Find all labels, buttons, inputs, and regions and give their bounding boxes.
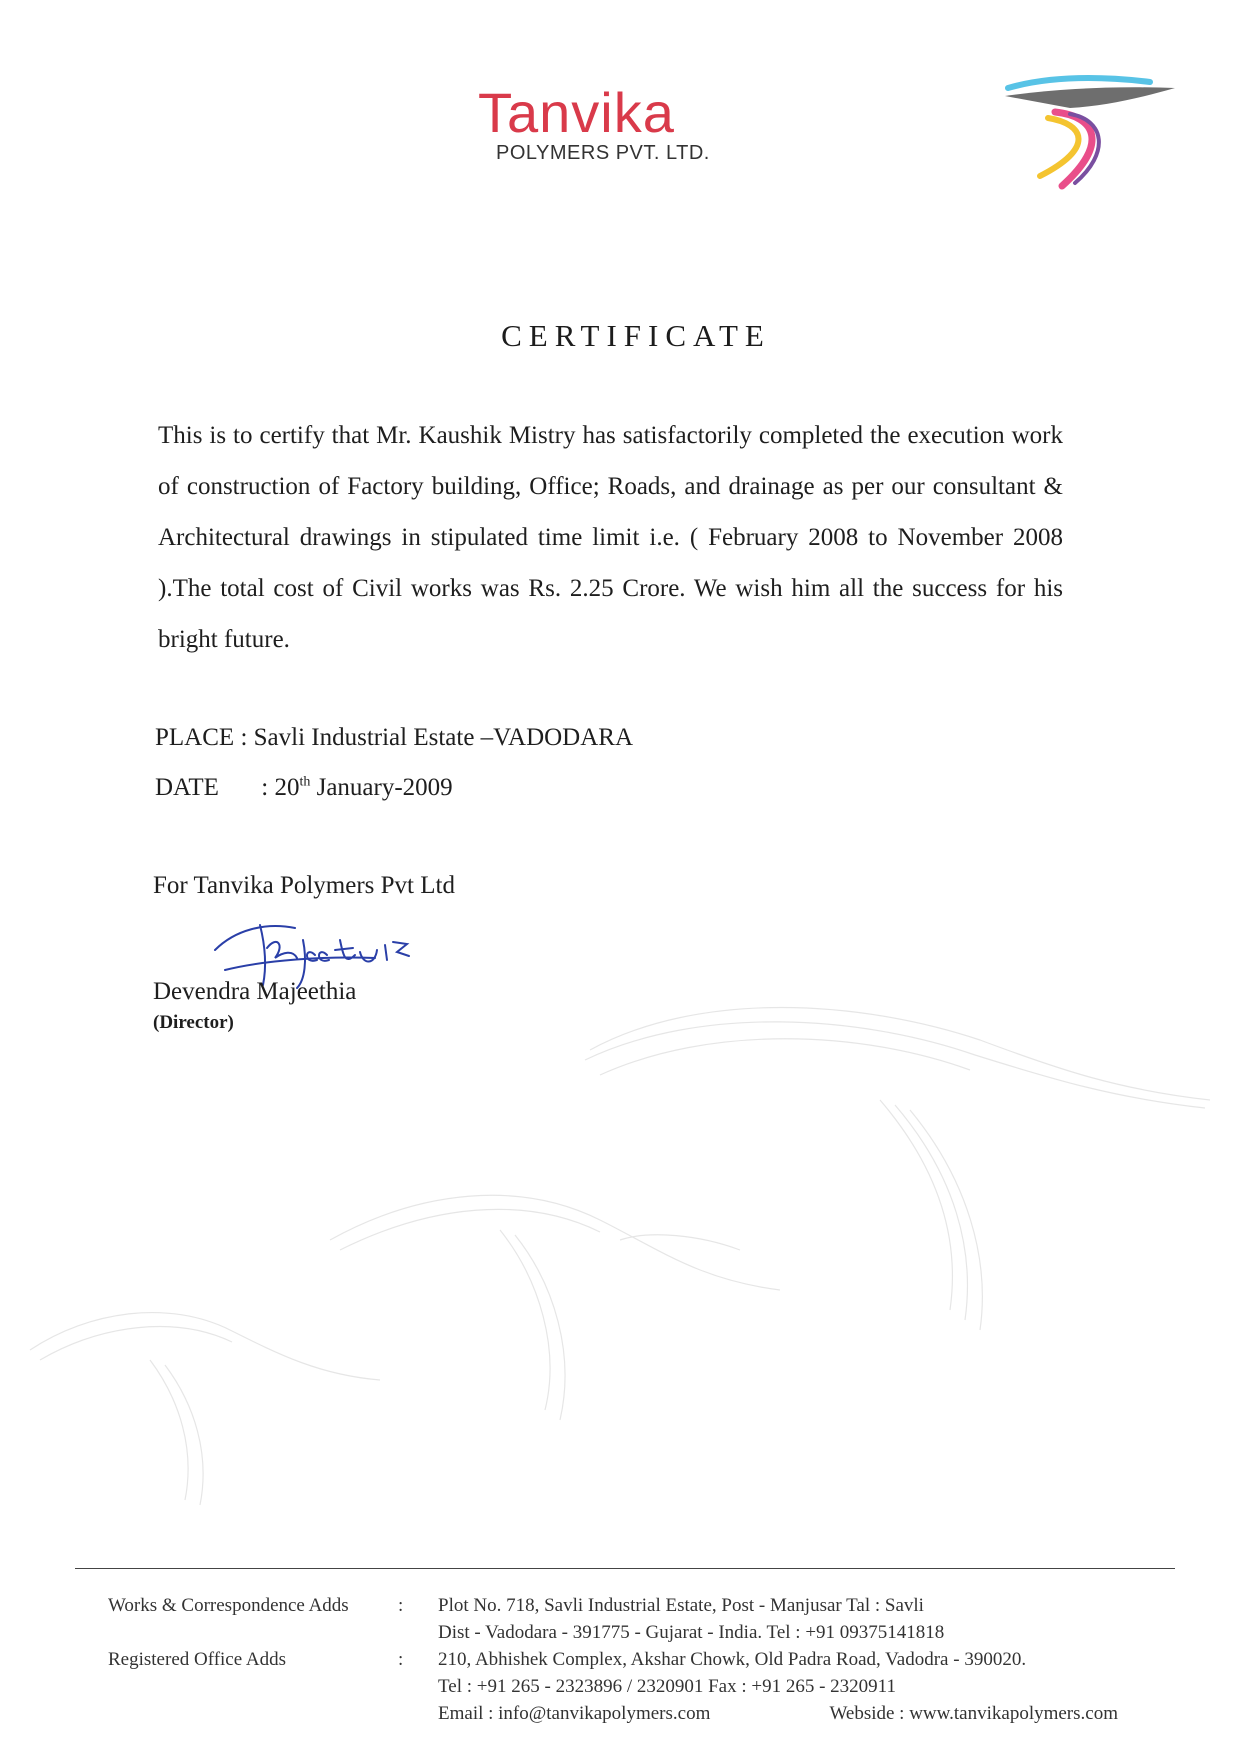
logo-wordmark: Tanvika	[478, 81, 675, 144]
swoosh-emblem-icon	[1000, 68, 1180, 198]
works-address-line-1: Plot No. 718, Savli Industrial Estate, Post - Manjusar Tal : Savli	[438, 1595, 924, 1616]
for-company-line: For Tanvika Polymers Pvt Ltd	[153, 872, 455, 899]
date-rest: January-2009	[316, 774, 453, 801]
contact-email: Email : info@tanvikapolymers.com	[438, 1703, 711, 1724]
certificate-body: This is to certify that Mr. Kaushik Mistry has satisfactorily completed the execution work of construction of Factory building, Office; Roads, and drainage as per our consultant & Architectural drawings in stipulated time limit i.e. ( February 2008 to November 2008 ).The total cost of Civil works was Rs. 2.25 Crore. We wish him all the success for his bright future.	[158, 422, 1063, 653]
signatory-designation: (Director)	[153, 1012, 234, 1033]
works-address-line-2: Dist - Vadodara - 391775 - Gujarat - India. Tel : +91 09375141818	[438, 1622, 945, 1643]
watermark-swirl-icon	[0, 980, 1240, 1540]
registered-address-line-2: Tel : +91 265 - 2323896 / 2320901 Fax : +91 265 - 2320911	[438, 1676, 896, 1697]
date-label: DATE	[155, 774, 219, 801]
footer-addresses	[108, 1592, 1188, 1727]
date-day: 20	[274, 774, 300, 801]
place-line	[155, 724, 633, 752]
footer-divider	[75, 1568, 1175, 1569]
registered-address-label: Registered Office Adds	[108, 1649, 286, 1670]
works-address-colon: :	[398, 1595, 404, 1616]
registered-address-value	[438, 1646, 1188, 1727]
contact-website: Webside : www.tanvikapolymers.com	[829, 1703, 1118, 1724]
works-address-value	[438, 1592, 1188, 1646]
registered-address-line-1: 210, Abhishek Complex, Akshar Chowk, Old Padra Road, Vadodra - 390020.	[438, 1649, 1027, 1670]
company-logo	[478, 80, 778, 172]
works-address-row	[108, 1592, 1188, 1646]
date-line	[155, 774, 453, 802]
works-address-label: Works & Correspondence Adds	[108, 1595, 349, 1616]
place-value: Savli Industrial Estate –VADODARA	[253, 724, 634, 751]
signatory-name: Devendra Majeethia	[153, 978, 357, 1005]
date-day-suffix: th	[299, 774, 311, 790]
registered-address-colon: :	[398, 1649, 404, 1670]
registered-address-row	[108, 1646, 1188, 1727]
certificate-title: CERTIFICATE	[501, 318, 771, 353]
contact-row	[438, 1700, 1118, 1727]
logo-subtitle: POLYMERS PVT. LTD.	[496, 142, 710, 164]
place-label: PLACE	[155, 724, 235, 751]
place-separator: :	[240, 724, 254, 751]
date-separator: :	[261, 774, 275, 801]
